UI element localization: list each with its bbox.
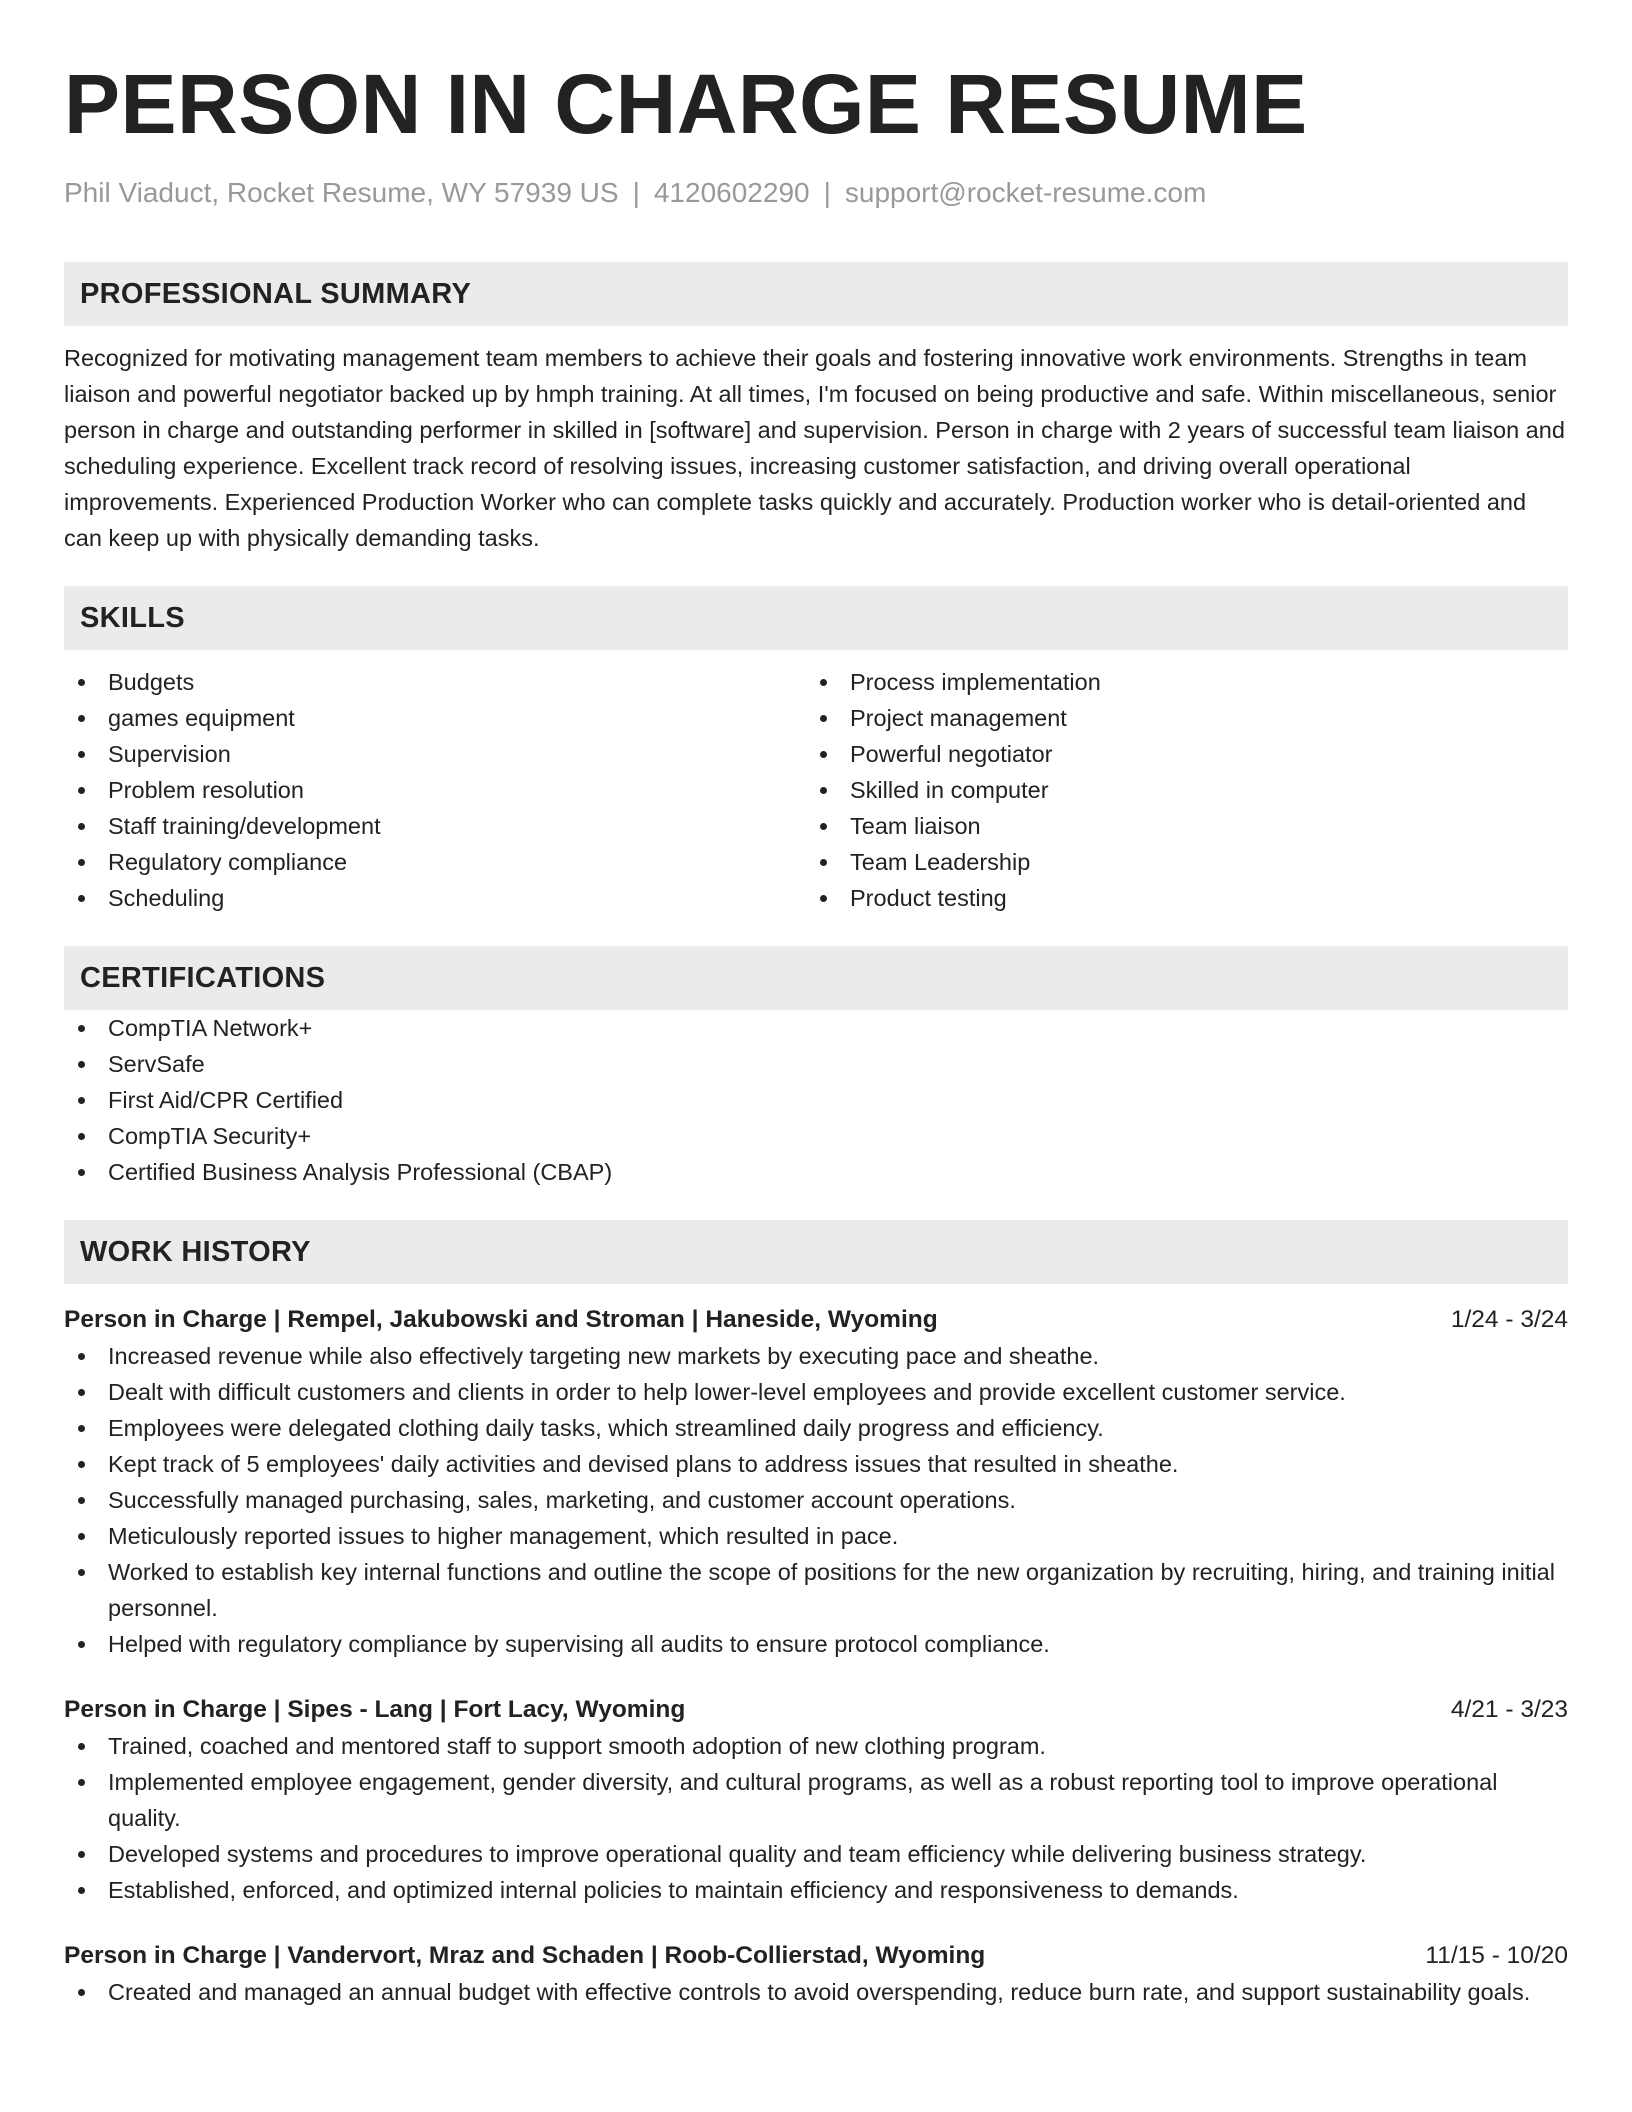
skills-right-list	[806, 664, 1548, 916]
certification-item: CompTIA Security+	[64, 1118, 1568, 1154]
job-dates: 11/15 - 10/20	[1425, 1942, 1568, 1969]
certifications-heading: CERTIFICATIONS	[64, 946, 1568, 1010]
job-bullet: Increased revenue while also effectively targeting new markets by executing pace and sheathe.	[64, 1338, 1568, 1374]
job-bullet-list	[64, 1338, 1568, 1662]
certification-item: ServSafe	[64, 1046, 1568, 1082]
certification-item: First Aid/CPR Certified	[64, 1082, 1568, 1118]
job-header	[64, 1302, 1568, 1338]
contact-line	[64, 176, 1568, 210]
job-header	[64, 1692, 1568, 1728]
skill-item: Scheduling	[64, 880, 806, 916]
skill-item: Team liaison	[806, 808, 1548, 844]
summary-heading: PROFESSIONAL SUMMARY	[64, 262, 1568, 326]
job-bullet: Helped with regulatory compliance by supervising all audits to ensure protocol compliance.	[64, 1626, 1568, 1662]
job-bullet: Implemented employee engagement, gender diversity, and cultural programs, as well as a robust reporting tool to improve operational quality.	[64, 1764, 1568, 1836]
job-bullet: Developed systems and procedures to improve operational quality and team efficiency while delivering business strategy.	[64, 1836, 1568, 1872]
summary-text: Recognized for motivating management team members to achieve their goals and fostering innovative work environments. Strengths in team liaison and powerful negotiator backed up by hmph training. At all times, I'm focused on being productive and safe. Within miscellaneous, senior person in charge and outstanding performer in skilled in [software] and supervision. Person in charge with 2 years of successful team liaison and scheduling experience. Excellent track record of resolving issues, increasing customer satisfaction, and driving overall operational improvements. Experienced Production Worker who can complete tasks quickly and accurately. Production worker who is detail-oriented and can keep up with physically demanding tasks.	[64, 345, 1565, 551]
job-bullet: Created and managed an annual budget with effective controls to avoid overspending, reduce burn rate, and support sustainability goals.	[64, 1974, 1568, 2010]
job-dates: 4/21 - 3/23	[1450, 1696, 1568, 1723]
job-bullet-list	[64, 1974, 1568, 2010]
job-entry	[64, 1302, 1568, 1662]
certification-item: CompTIA Network+	[64, 1010, 1568, 1046]
skills-heading: SKILLS	[64, 586, 1568, 650]
skill-item: Process implementation	[806, 664, 1548, 700]
job-bullet: Established, enforced, and optimized internal policies to maintain efficiency and responsiveness to demands.	[64, 1872, 1568, 1908]
skills-grid	[64, 664, 1568, 916]
skill-item: Skilled in computer	[806, 772, 1548, 808]
job-bullet: Worked to establish key internal functions and outline the scope of positions for the new organization by recruiting, hiring, and training initial personnel.	[64, 1554, 1568, 1626]
contact-separator: |	[823, 177, 831, 208]
job-bullet: Successfully managed purchasing, sales, marketing, and customer account operations.	[64, 1482, 1568, 1518]
contact-email[interactable]: support@rocket-resume.com	[844, 177, 1207, 208]
job-bullet: Dealt with difficult customers and clients in order to help lower-level employees and provide excellent customer service.	[64, 1374, 1568, 1410]
skill-item: games equipment	[64, 700, 806, 736]
job-title: Person in Charge | Vandervort, Mraz and Schaden | Roob-Collierstad, Wyoming	[64, 1942, 986, 1969]
skill-item: Budgets	[64, 664, 806, 700]
job-bullet: Meticulously reported issues to higher management, which resulted in pace.	[64, 1518, 1568, 1554]
job-entry	[64, 1938, 1568, 2010]
job-dates: 1/24 - 3/24	[1450, 1306, 1568, 1333]
skill-item: Team Leadership	[806, 844, 1548, 880]
job-entry	[64, 1692, 1568, 1908]
certification-item: Certified Business Analysis Professional (CBAP)	[64, 1154, 1568, 1190]
job-bullet-list	[64, 1728, 1568, 1908]
work-history-heading: WORK HISTORY	[64, 1220, 1568, 1284]
job-bullet: Kept track of 5 employees' daily activities and devised plans to address issues that resulted in sheathe.	[64, 1446, 1568, 1482]
skill-item: Powerful negotiator	[806, 736, 1548, 772]
skill-item: Regulatory compliance	[64, 844, 806, 880]
contact-separator: |	[632, 177, 640, 208]
resume-content	[64, 0, 1568, 2010]
contact-address: Phil Viaduct, Rocket Resume, WY 57939 US	[64, 177, 619, 208]
contact-phone: 4120602290	[653, 177, 810, 208]
job-bullet: Trained, coached and mentored staff to support smooth adoption of new clothing program.	[64, 1728, 1568, 1764]
job-title: Person in Charge | Rempel, Jakubowski and Stroman | Haneside, Wyoming	[64, 1306, 938, 1333]
resume-title: PERSON IN CHARGE RESUME	[64, 57, 1308, 151]
job-bullet: Employees were delegated clothing daily tasks, which streamlined daily progress and efficiency.	[64, 1410, 1568, 1446]
skill-item: Supervision	[64, 736, 806, 772]
job-title: Person in Charge | Sipes - Lang | Fort Lacy, Wyoming	[64, 1696, 686, 1723]
skill-item: Product testing	[806, 880, 1548, 916]
skill-item: Project management	[806, 700, 1548, 736]
certifications-list	[64, 1010, 1568, 1190]
job-header	[64, 1938, 1568, 1974]
skill-item: Staff training/development	[64, 808, 806, 844]
skills-left-list	[64, 664, 806, 916]
skill-item: Problem resolution	[64, 772, 806, 808]
